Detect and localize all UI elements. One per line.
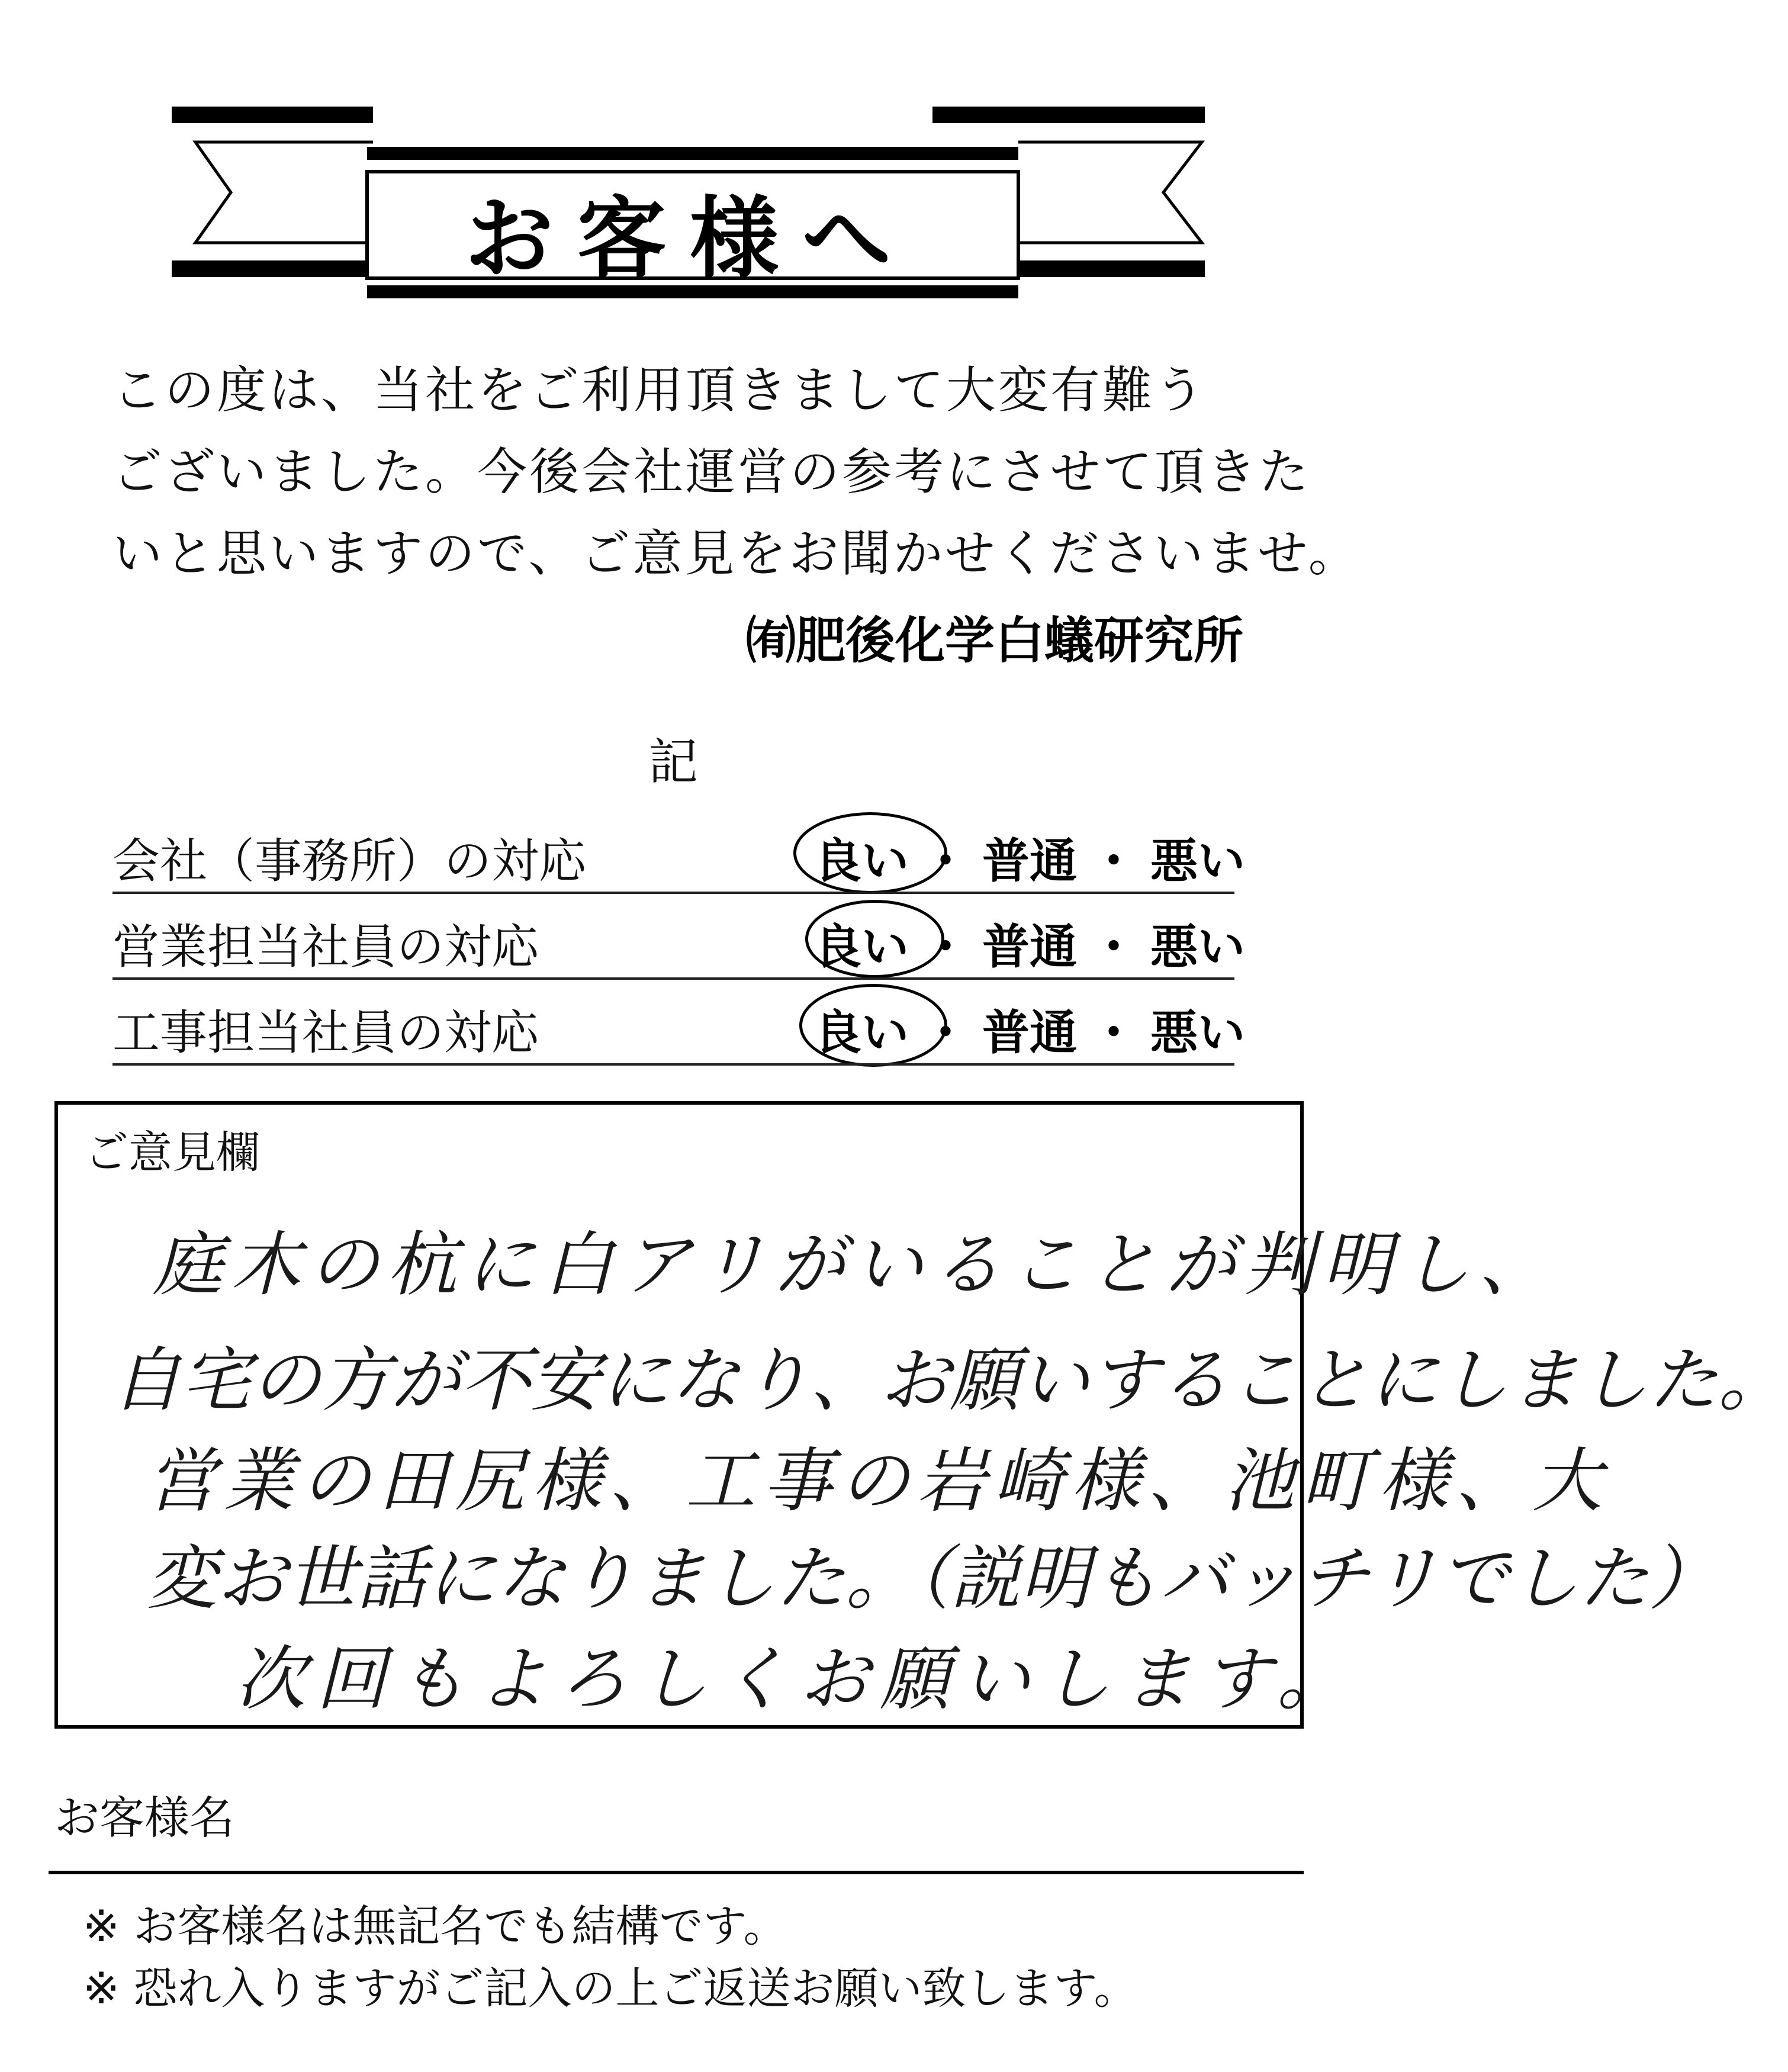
footer-note: ※ お客様名は無記名でも結構です。 (83, 1901, 787, 1952)
handwritten-comment-line: 次回もよろしくお願いします。 (236, 1638, 1358, 1720)
option-separator: ・ (1090, 919, 1137, 974)
rating-label: 営業担当社員の対応 (112, 919, 539, 974)
intro-paragraph (112, 349, 1361, 594)
ribbon-bar-top-right (932, 107, 1205, 123)
ribbon-bar-top-left (172, 107, 373, 123)
intro-line: ございました。今後会社運営の参考にさせて頂きた (112, 443, 1311, 501)
ribbon-bar-top-center (367, 147, 1018, 160)
comment-box[interactable] (54, 1101, 1788, 1729)
handwritten-comment-line: 庭木の杭に白アリがいることが判明し、 (153, 1224, 1557, 1305)
rating-row-office (112, 811, 1245, 894)
rating-label: 会社（事務所）の対応 (112, 834, 586, 889)
handwritten-comment-line: 変お世話になりました。（説明もバッチリでした） (147, 1537, 1719, 1619)
option-separator: ・ (922, 919, 969, 974)
option-normal[interactable]: 普通 (982, 919, 1077, 974)
ribbon-bar-bottom-left (172, 260, 373, 277)
comment-box-title: ご意見欄 (85, 1127, 260, 1178)
footer-note: ※ 恐れ入りますがご記入の上ご返送お願い致します。 (83, 1963, 1138, 2014)
handwritten-comment-line: 営業の田尻様、工事の岩崎様、池町様、大 (147, 1440, 1610, 1521)
ribbon-tail-left (195, 142, 373, 243)
option-bad[interactable]: 悪い (1150, 834, 1245, 889)
option-normal[interactable]: 普通 (982, 834, 1077, 889)
company-name: ㈲肥後化学白蟻研究所 (745, 612, 1243, 670)
ki-heading: 記 (648, 733, 699, 791)
option-normal[interactable]: 普通 (982, 1005, 1077, 1060)
rating-row-sales (112, 897, 1245, 980)
option-separator: ・ (1090, 1005, 1137, 1060)
option-bad[interactable]: 悪い (1150, 1005, 1245, 1060)
option-separator: ・ (922, 1005, 969, 1060)
selected-circle (793, 812, 947, 894)
customer-name-field-line[interactable] (49, 1871, 1304, 1874)
selected-circle (805, 900, 944, 978)
option-bad[interactable]: 悪い (1150, 919, 1245, 974)
row-divider (112, 977, 1234, 980)
rating-label: 工事担当社員の対応 (112, 1005, 539, 1060)
intro-line: この度は、当社をご利用頂きまして大変有難う (112, 361, 1207, 419)
rating-row-construction (112, 983, 1245, 1066)
option-separator: ・ (922, 834, 969, 889)
option-good[interactable]: 良い (814, 919, 909, 974)
customer-name-label: お客様名 (54, 1791, 234, 1844)
selected-circle (799, 984, 947, 1067)
row-divider (112, 1063, 1234, 1066)
option-good[interactable]: 良い (814, 834, 909, 889)
ribbon-tail-right (1018, 142, 1202, 243)
page-title: お客様へ (464, 186, 915, 291)
option-good[interactable]: 良い (814, 1005, 909, 1060)
row-divider (112, 892, 1234, 894)
handwritten-comment-line: 自宅の方が不安になり、お願いすることにしました。 (111, 1339, 1788, 1421)
option-separator: ・ (1090, 834, 1137, 889)
intro-line: いと思いますので、ご意見をお聞かせくださいませ。 (112, 525, 1361, 583)
